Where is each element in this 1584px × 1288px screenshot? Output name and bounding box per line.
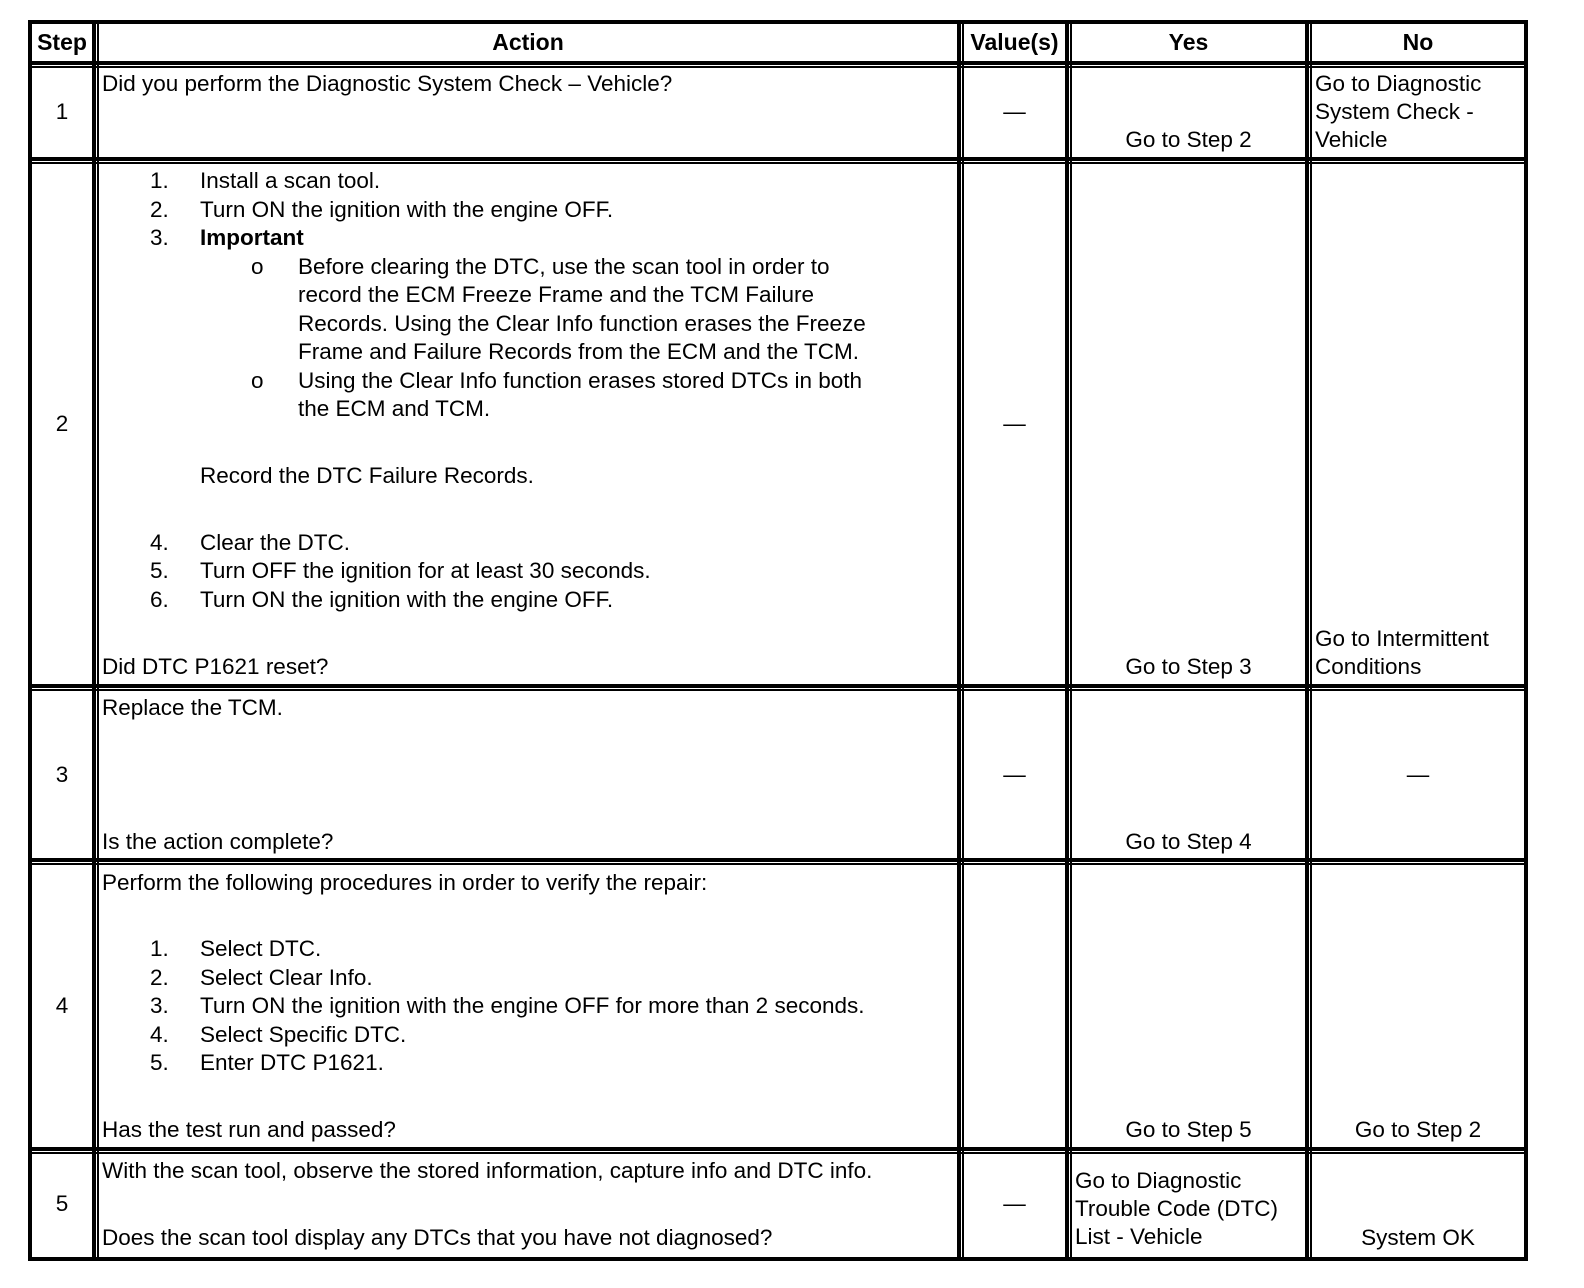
list-number: 5.	[150, 558, 169, 583]
row-divider	[28, 689, 1528, 691]
bullet-marker: o	[251, 254, 264, 279]
action-question: Did DTC P1621 reset?	[102, 654, 329, 679]
row-divider	[28, 61, 1528, 65]
table-border-left	[28, 20, 32, 1261]
list-item-text: Clear the DTC.	[200, 530, 351, 555]
row-divider	[28, 684, 1528, 688]
row-divider	[28, 1152, 1528, 1154]
no-cell-line: Vehicle	[1315, 127, 1388, 152]
list-number: 1.	[150, 168, 169, 193]
list-item-text: Turn ON the ignition with the engine OFF.	[200, 587, 614, 612]
bullet-text: Frame and Failure Records from the ECM and the TCM.	[298, 339, 860, 364]
header-values: Value(s)	[970, 29, 1059, 55]
list-item-text: Turn OFF the ignition for at least 30 seconds.	[200, 558, 651, 583]
header-action: Action	[492, 29, 564, 55]
row-divider	[28, 66, 1528, 68]
value-cell: —	[1003, 99, 1026, 124]
header-step: Step	[37, 29, 87, 55]
yes-cell: Go to Step 3	[1125, 654, 1252, 679]
bullet-text: Before clearing the DTC, use the scan tool in order to	[298, 254, 830, 279]
record-instruction: Record the DTC Failure Records.	[200, 463, 534, 488]
list-number: 4.	[150, 1022, 169, 1047]
bullet-text: Using the Clear Info function erases stored DTCs in both	[298, 368, 863, 393]
bullet-text: Records. Using the Clear Info function erases the Freeze	[298, 311, 866, 336]
action-text: Perform the following procedures in order to verify the repair:	[102, 870, 708, 895]
no-cell-line: Go to Intermittent	[1315, 626, 1489, 651]
yes-cell-line: List - Vehicle	[1075, 1224, 1203, 1249]
no-cell: —	[1406, 762, 1430, 787]
column-divider	[97, 20, 99, 1261]
action-question: Did you perform the Diagnostic System Check – Vehicle?	[102, 71, 673, 96]
action-question: Does the scan tool display any DTCs that you have not diagnosed?	[102, 1225, 773, 1250]
yes-cell: Go to Step 5	[1125, 1117, 1252, 1142]
list-item-text: Turn ON the ignition with the engine OFF.	[200, 197, 614, 222]
bullet-text: the ECM and TCM.	[298, 396, 491, 421]
row-divider	[28, 157, 1528, 161]
yes-cell: Go to Step 2	[1125, 127, 1252, 152]
column-divider	[1305, 20, 1309, 1261]
list-number: 3.	[150, 993, 169, 1018]
row-divider	[28, 162, 1528, 164]
row-divider	[28, 858, 1528, 862]
action-question: Has the test run and passed?	[102, 1117, 396, 1142]
yes-cell-line: Go to Diagnostic	[1075, 1168, 1242, 1193]
column-divider	[92, 20, 96, 1261]
list-item-text: Enter DTC P1621.	[200, 1050, 384, 1075]
list-number: 4.	[150, 530, 169, 555]
bullet-text: record the ECM Freeze Frame and the TCM Failure	[298, 282, 815, 307]
bullet-marker: o	[251, 368, 264, 393]
list-number: 2.	[150, 965, 169, 990]
table-border-bottom	[28, 1257, 1528, 1261]
step-number: 2	[55, 411, 69, 436]
yes-cell: Go to Step 4	[1125, 829, 1252, 854]
list-number: 5.	[150, 1050, 169, 1075]
no-cell-line: System Check -	[1315, 99, 1474, 124]
list-number: 6.	[150, 587, 169, 612]
list-item-text: Install a scan tool.	[200, 168, 381, 193]
action-text: Replace the TCM.	[102, 695, 283, 720]
table-border-top	[28, 20, 1528, 24]
step-number: 1	[55, 99, 69, 124]
action-question: Is the action complete?	[102, 829, 334, 854]
list-item-text: Select DTC.	[200, 936, 322, 961]
value-cell: —	[1003, 1191, 1026, 1216]
yes-cell-line: Trouble Code (DTC)	[1075, 1196, 1278, 1221]
value-cell: —	[1003, 411, 1026, 436]
list-item-text: Select Specific DTC.	[200, 1022, 407, 1047]
column-divider	[1070, 20, 1072, 1261]
header-no: No	[1402, 29, 1434, 55]
list-item-text: Turn ON the ignition with the engine OFF for more than 2 seconds.	[200, 993, 865, 1018]
column-divider	[1065, 20, 1069, 1261]
list-number: 3.	[150, 225, 169, 250]
step-number: 5	[55, 1191, 69, 1216]
column-divider	[962, 20, 964, 1261]
value-cell: —	[1003, 762, 1026, 787]
no-cell-line: Conditions	[1315, 654, 1422, 679]
action-text: With the scan tool, observe the stored information, capture info and DTC info.	[102, 1158, 873, 1183]
table-border-right	[1524, 20, 1528, 1261]
no-cell: System OK	[1361, 1225, 1475, 1250]
step-number: 4	[55, 993, 69, 1018]
step-number: 3	[55, 762, 69, 787]
list-number: 1.	[150, 936, 169, 961]
list-item-text: Select Clear Info.	[200, 965, 373, 990]
column-divider	[1310, 20, 1312, 1261]
no-cell-line: Go to Diagnostic	[1315, 71, 1482, 96]
important-label: Important	[200, 225, 304, 250]
column-divider	[957, 20, 961, 1261]
no-cell: Go to Step 2	[1354, 1117, 1482, 1142]
list-number: 2.	[150, 197, 169, 222]
row-divider	[28, 863, 1528, 865]
header-yes: Yes	[1168, 29, 1209, 55]
row-divider	[28, 1147, 1528, 1151]
